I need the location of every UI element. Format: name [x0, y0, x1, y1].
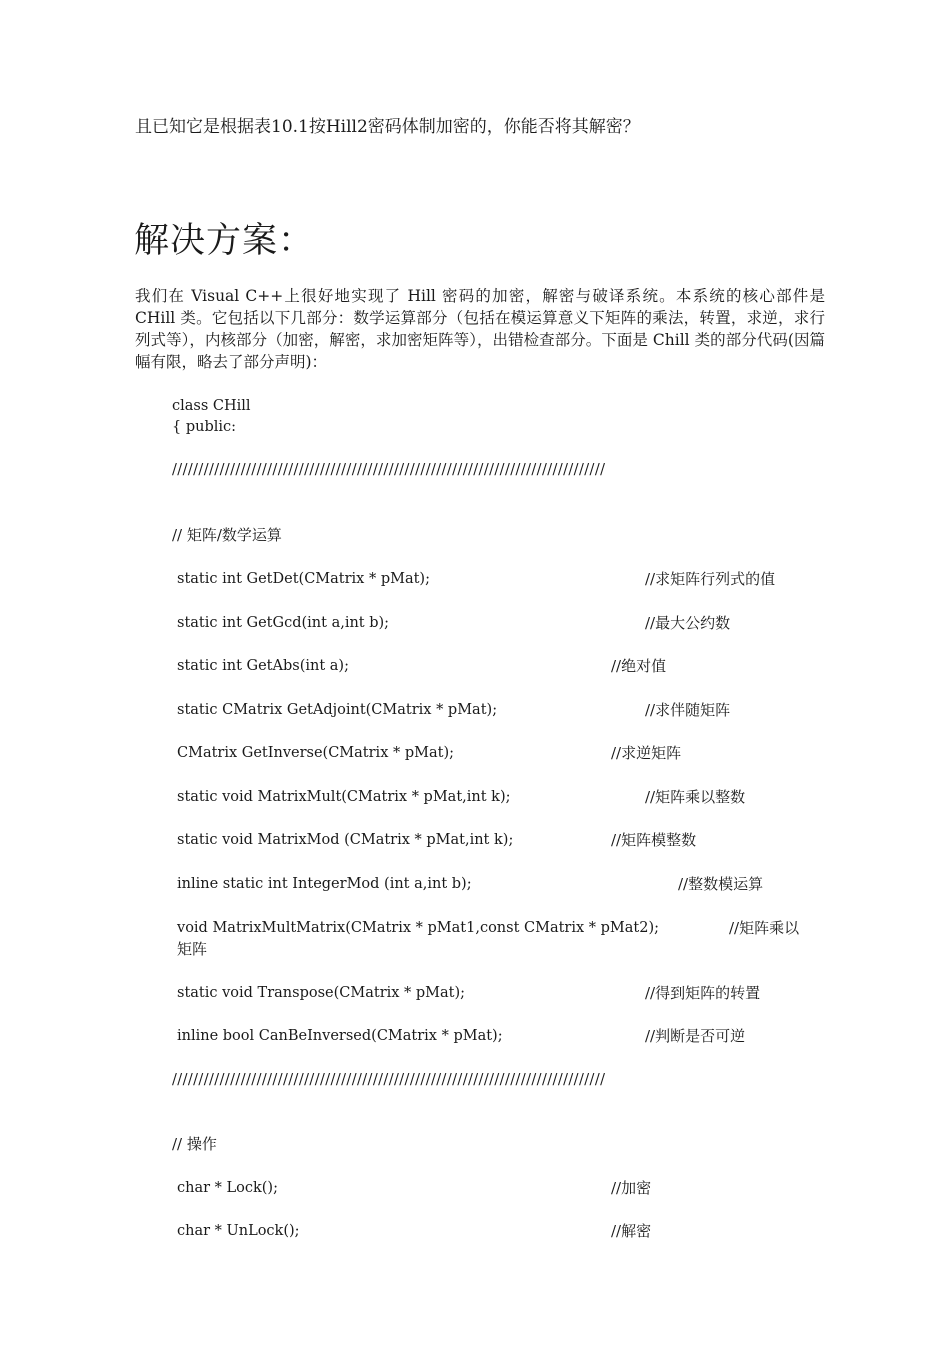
method-line: void MatrixMultMatrix(CMatrix * pMat1,const CMatrix * pMat2);	[177, 920, 660, 936]
section-comment-math: // 矩阵/数学运算	[172, 526, 282, 544]
method-line: inline static int IntegerMod (int a,int b);	[177, 876, 472, 892]
method-line: CMatrix GetInverse(CMatrix * pMat);	[177, 745, 454, 761]
separator-line: //////////////////////////////////////////////////////////////////////////////////	[172, 462, 606, 478]
method-comment: //最大公约数	[645, 614, 731, 632]
operation-comment: //加密	[611, 1179, 652, 1197]
public-declaration: { public:	[172, 419, 237, 435]
method-line: static int GetGcd(int a,int b);	[177, 615, 390, 631]
method-comment: //矩阵模整数	[611, 831, 697, 849]
method-line: static int GetDet(CMatrix * pMat);	[177, 571, 430, 587]
method-line: static void MatrixMod (CMatrix * pMat,int k);	[177, 832, 514, 848]
method-comment: //判断是否可逆	[645, 1027, 746, 1045]
method-comment: //求伴随矩阵	[645, 701, 731, 719]
operation-line: char * Lock();	[177, 1180, 278, 1196]
method-line: static void Transpose(CMatrix * pMat);	[177, 985, 466, 1001]
section-comment-operations: // 操作	[172, 1135, 217, 1153]
operation-line: char * UnLock();	[177, 1223, 300, 1239]
class-declaration: class CHill	[172, 398, 251, 414]
intro-sentence: 且已知它是根据表10.1按Hill2密码体制加密的，你能否将其解密？	[135, 117, 640, 137]
method-line: static int GetAbs(int a);	[177, 658, 349, 674]
method-comment: //绝对值	[611, 657, 667, 675]
separator-line: //////////////////////////////////////////////////////////////////////////////////	[172, 1072, 606, 1088]
method-line: static void MatrixMult(CMatrix * pMat,int k);	[177, 789, 511, 805]
method-line: static CMatrix GetAdjoint(CMatrix * pMat);	[177, 702, 498, 718]
method-comment: //矩阵乘以整数	[645, 788, 746, 806]
method-comment-continuation: 矩阵	[177, 940, 208, 958]
method-comment: //矩阵乘以	[729, 919, 800, 937]
method-comment: //得到矩阵的转置	[645, 984, 761, 1002]
solution-heading: 解决方案：	[134, 221, 315, 261]
method-comment: //求逆矩阵	[611, 744, 682, 762]
method-comment: //求矩阵行列式的值	[645, 570, 776, 588]
operation-comment: //解密	[611, 1222, 652, 1240]
description-paragraph: 我们在 Visual C++上很好地实现了 Hill 密码的加密，解密与破译系统。本系统的核心部件是 CHill 类。它包括以下几部分：数学运算部分（包括在模运算意义下矩阵的乘法，转置，求逆，求行列式等），内核部分（加密，解密，求加密矩阵等），出错检查部分。下面是 Chill 类的部分代码(因篇幅有限，略去了部分声明)：	[135, 287, 825, 371]
method-comment: //整数模运算	[678, 875, 764, 893]
method-line: inline bool CanBeInversed(CMatrix * pMat);	[177, 1028, 503, 1044]
